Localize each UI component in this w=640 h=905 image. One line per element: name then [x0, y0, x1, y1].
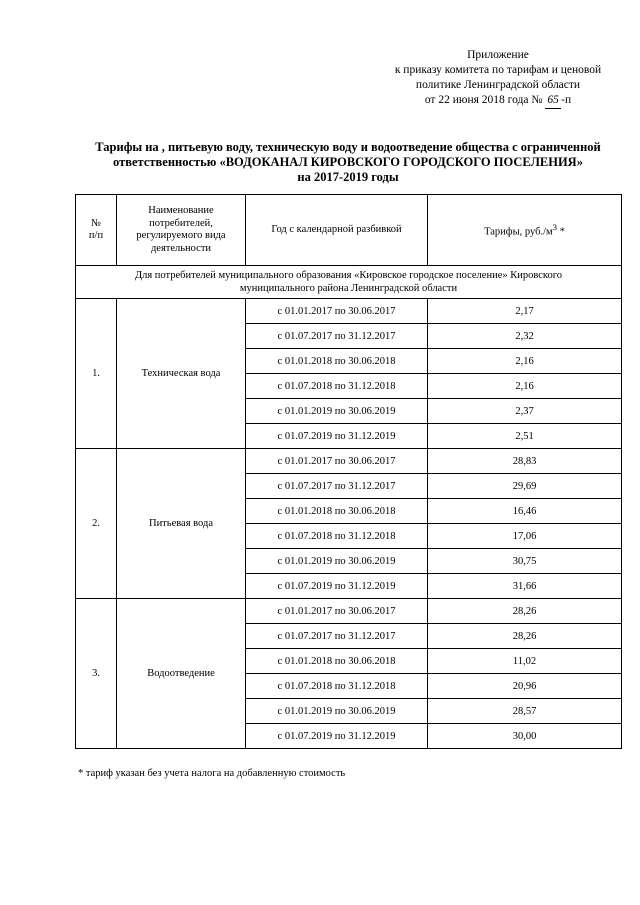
period-cell: с 01.01.2018 по 30.06.2018: [246, 349, 428, 374]
appendix-date-line: [370, 93, 626, 109]
tariff-cell: 31,66: [428, 574, 622, 599]
header-consumer-name: Наименование потребителей, регулируемого вида деятельности: [117, 195, 246, 266]
period-cell: с 01.07.2017 по 31.12.2017: [246, 324, 428, 349]
period-cell: с 01.01.2019 по 30.06.2019: [246, 699, 428, 724]
period-cell: с 01.07.2019 по 31.12.2019: [246, 574, 428, 599]
table-row: [76, 299, 622, 324]
header-tariff: Тарифы, $руб./м^3$ *: [428, 195, 622, 266]
period-cell: с 01.01.2017 по 30.06.2017: [246, 449, 428, 474]
tariff-cell: 28,83: [428, 449, 622, 474]
section-number: 3.: [76, 599, 117, 749]
order-number: 65: [545, 93, 561, 109]
period-cell: с 01.01.2018 по 30.06.2018: [246, 499, 428, 524]
period-cell: с 01.01.2017 по 30.06.2017: [246, 599, 428, 624]
tariff-cell: 2,51: [428, 424, 622, 449]
tariff-cell: 2,16: [428, 349, 622, 374]
tariff-cell: 30,00: [428, 724, 622, 749]
tariff-cell: 2,16: [428, 374, 622, 399]
period-cell: с 01.01.2017 по 30.06.2017: [246, 299, 428, 324]
tariff-cell: 29,69: [428, 474, 622, 499]
tariff-cell: 2,17: [428, 299, 622, 324]
period-cell: с 01.07.2018 по 31.12.2018: [246, 524, 428, 549]
period-cell: с 01.07.2017 по 31.12.2017: [246, 624, 428, 649]
group-caption-row: [76, 266, 622, 299]
tariff-cell: 28,57: [428, 699, 622, 724]
tariff-cell: 30,75: [428, 549, 622, 574]
section-name: Техническая вода: [117, 299, 246, 449]
header-year: Год с календарной разбивкой: [246, 195, 428, 266]
tariff-cell: 2,32: [428, 324, 622, 349]
tariff-cell: 11,02: [428, 649, 622, 674]
title-line-3: на 2017-2019 годы: [297, 170, 399, 184]
period-cell: с 01.01.2018 по 30.06.2018: [246, 649, 428, 674]
tariff-cell: 17,06: [428, 524, 622, 549]
tariff-cell: 20,96: [428, 674, 622, 699]
order-suffix: -п: [561, 94, 572, 106]
table-header-row: [76, 195, 622, 266]
table-row: [76, 449, 622, 474]
header-number: № п/п: [76, 195, 117, 266]
tariff-cell: 28,26: [428, 624, 622, 649]
period-cell: с 01.07.2019 по 31.12.2019: [246, 424, 428, 449]
title-line-1: Тарифы на , питьевую воду, техническую воду и водоотведение общества с ограниченной: [95, 140, 601, 154]
tariff-cell: 28,26: [428, 599, 622, 624]
title-line-2: ответственностью «ВОДОКАНАЛ КИРОВСКОГО ГОРОДСКОГО ПОСЕЛЕНИЯ»: [113, 155, 583, 169]
period-cell: с 01.07.2018 по 31.12.2018: [246, 674, 428, 699]
section-name: Водоотведение: [117, 599, 246, 749]
period-cell: с 01.01.2019 по 30.06.2019: [246, 399, 428, 424]
period-cell: с 01.07.2019 по 31.12.2019: [246, 724, 428, 749]
appendix-order-line: к приказу комитета по тарифам и ценовой: [394, 64, 602, 76]
footnote: * тариф указан без учета налога на добавленную стоимость: [78, 768, 346, 779]
section-name: Питьевая вода: [117, 449, 246, 599]
appendix-date: от 22 июня 2018 года №: [424, 94, 543, 106]
section-number: 2.: [76, 449, 117, 599]
group-caption: Для потребителей муниципального образования «Кировское городское поселение» Кировского муниципального района Ленинградской области: [76, 266, 622, 299]
appendix-title: Приложение: [467, 49, 529, 61]
period-cell: с 01.07.2018 по 31.12.2018: [246, 374, 428, 399]
period-cell: с 01.07.2017 по 31.12.2017: [246, 474, 428, 499]
appendix-header: [370, 48, 626, 109]
table-row: [76, 599, 622, 624]
document-title: [74, 140, 622, 185]
period-cell: с 01.01.2019 по 30.06.2019: [246, 549, 428, 574]
tariff-cell: 16,46: [428, 499, 622, 524]
tariff-table: [75, 194, 622, 749]
tariff-cell: 2,37: [428, 399, 622, 424]
section-number: 1.: [76, 299, 117, 449]
appendix-committee-line: политике Ленинградской области: [415, 79, 581, 91]
